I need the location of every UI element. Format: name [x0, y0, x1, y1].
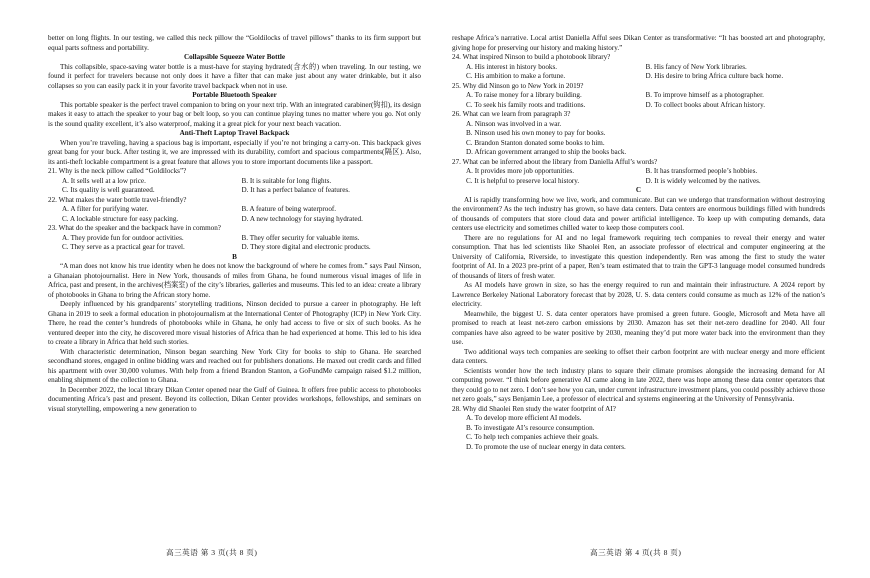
option-c: C. His ambition to make a fortune. [466, 72, 566, 80]
option-c: C. It is helpful to preserve local history. [466, 176, 580, 185]
option-b: B. Ninson used his own money to pay for books. [466, 129, 606, 137]
option-c: C. To seek his family roots and traditions. [466, 100, 586, 109]
passage-b-paragraph-1: “A man does not know his true identity when he does not know the background of where he comes from.” says Paul Ninson, a Ghanaian photojournalist. Here in New York, thousands of miles from Ghana, he found numerous visual images of life in Africa, past and present, in the archives(档案室) of the city’s libraries, galleries and museums. This led to an idea: create a library of photobooks in Ghana to bring the African story home. [48, 262, 421, 299]
passage-b-paragraph-4: In December 2022, the local library Dikan Center opened near the Gulf of Guinea. It offers free public access to photobooks documenting Africa’s past and present. Beyond its collection, Dikan Center provides workshops, fellowships, and seminars on visual storytelling, empowering a new generation to [48, 385, 421, 413]
option-d: D. His desire to bring Africa culture back home. [645, 72, 784, 80]
section-b-heading: B [232, 252, 237, 261]
option-a: A. A filter for purifying water. [62, 205, 149, 213]
question-stem: 25. Why did Ninson go to New York in 2019? [452, 81, 584, 90]
passage-b-paragraph-2: Deeply influenced by his grandparents’ storytelling traditions, Ninson decided to pursue a career in photography. He left Ghana in 2019 to seek a formal education in photojournalism at the International Center of Photography (ICP) in New York City. There, he read the center’s hundreds of photobooks while in Ghana, he only had access to five or six of such books. As he ventured deeper into the city, he discovered more visual histories of Africa than he had experienced at home. This led to his idea to create a library in Africa that held such stories. [48, 300, 421, 346]
option-b: B. To improve himself as a photographer. [645, 91, 764, 99]
option-d: D. African government arranged to ship the books back. [466, 148, 627, 156]
speaker-paragraph: This portable speaker is the perfect travel companion to bring on your next trip. With an integrated carabiner(钩扣), its design makes it easy to attach the speaker to your bag or belt loop, so you can continue playing tunes no matter where you go. Not only is the sound quality excellent, it’s also waterproof, making it a great pick for your next beach vacation. [48, 100, 421, 128]
speaker-heading: Portable Bluetooth Speaker [192, 91, 277, 99]
question-27 [452, 158, 825, 187]
option-a: A. To raise money for a library building. [466, 91, 582, 99]
option-b: B. To investigate AI’s resource consumption. [466, 423, 595, 432]
question-stem: 21. Why is the neck pillow called “Goldilocks”? [48, 167, 187, 175]
option-b: B. It has transformed people’s hobbies. [645, 167, 758, 175]
option-c: C. Brandon Stanton donated some books to him. [466, 138, 605, 147]
option-a: A. His interest in history books. [466, 62, 558, 71]
option-c: C. They serve as a practical gear for travel. [62, 243, 185, 251]
passage-c-paragraph-2: There are no regulations for AI and no legal framework requiring tech companies to reveal their energy and water consumption. That has led scientists like Shaolei Ren, an associate professor of electrical and computer engineering at the University of California, Riverside, to investigate this question independently. Ren was among the first to study the water footprint of AI. In a 2023 pre-print of a paper, Ren’s team estimated that to train the GPT-3 language model consumed hundreds of thousands of liters of fresh water. [452, 233, 825, 280]
right-page-column [452, 34, 825, 534]
passage-c-paragraph-5: Two additional ways tech companies are seeking to offset their carbon footprint are with nuclear energy and more efficient data centers. [452, 347, 825, 365]
option-d: D. It is widely welcomed by the natives. [645, 176, 761, 185]
question-25 [452, 82, 825, 111]
option-d: D. They store digital and electronic products. [241, 243, 371, 251]
option-d: D. It has a perfect balance of features. [241, 186, 350, 194]
option-d: D. To promote the use of nuclear energy in data centers. [466, 442, 626, 451]
passage-c-paragraph-3: As AI models have grown in size, so has the energy required to run and maintain their infrastructure. A 2024 report by Lawrence Berkeley National Laboratory forecast that by 2028, U. S. data centers could consume as much as 12% of the nation’s electricity. [452, 281, 825, 308]
option-b: B. It is suitable for long flights. [241, 176, 332, 185]
option-b: B. A feature of being waterproof. [241, 205, 337, 213]
right-page-footer: 高三英语 第 4 页(共 8 页) [590, 548, 682, 557]
left-page-footer: 高三英语 第 3 页(共 8 页) [166, 548, 258, 557]
bottle-paragraph: This collapsible, space-saving water bottle is a must-have for staying hydrated(含水的) when traveling. In our testing, we found it perfect for travelers because not only does it have a filter that can make just about any water drinkable, but it also collapses so you can easily pack it in your favorite travel backpack when not in use. [48, 62, 421, 90]
option-d: D. To collect books about African history. [645, 100, 765, 109]
question-stem: 26. What can we learn from paragraph 3? [452, 110, 571, 118]
question-stem: 27. What can be inferred about the library from Daniella Afful’s words? [452, 157, 658, 166]
option-c: C. Its quality is well guaranteed. [62, 186, 155, 194]
option-a: A. To develop more efficient AI models. [466, 414, 582, 422]
passage-c-paragraph-6: Scientists wonder how the tech industry plans to square their climate promises alongside the increasing demand for AI computing power. “I think before generative AI came along in late 2022, there was hope among these data center operators that they could go to net zero. I don’t see how you can, under current infrastructure investment plans, you could possibly achieve those net zero goals,” says Benjamin Lee, a professor of electrical and systems engineering at the University of Pennsylvania. [452, 366, 825, 403]
option-c: C. To help tech companies achieve their goals. [466, 433, 599, 441]
passage-b-tail: reshape Africa’s narrative. Local artist Daniella Afful sees Dikan Center as transformative: “It has boosted art and photography, giving hope for preserving our history and making history.” [452, 34, 825, 52]
question-23 [48, 224, 421, 253]
question-28 [452, 405, 825, 453]
pillow-paragraph-tail: better on long flights. In our testing, we called this neck pillow the “Goldilocks of travel pillows” thanks to its firm support but equal parts softness and portability. [48, 34, 421, 52]
question-22 [48, 196, 421, 225]
option-a: A. They provide fun for outdoor activities. [62, 233, 184, 242]
option-a: A. Ninson was involved in a war. [466, 119, 562, 128]
bottle-heading: Collapsible Squeeze Water Bottle [183, 53, 286, 61]
passage-c-paragraph-4: Meanwhile, the biggest U. S. data center operators have promised a green future. Google, Microsoft and Meta have all promised to reach at least net-zero carbon emissions by 2030. Amazon has set their net-zero deadline for 2040. All four companies have also agreed to be water positive by 2030, meaning they’d put more water back into the environment than they use. [452, 309, 825, 346]
option-a: A. It sells well at a low price. [62, 176, 146, 185]
passage-c-paragraph-1: AI is rapidly transforming how we live, work, and communicate. But can we undergo that transformation without destroying the environment? As the tech industry has grown, so have data centers. Data centers are enormous buildings filled with hundreds of thousands of computers that store cloud data and power artificial intelligence. To keep up with computing demands, data centers use electricity and sometimes chilled water to keep those computers cool. [452, 195, 825, 232]
question-21 [48, 167, 421, 196]
backpack-heading: Anti-Theft Laptop Travel Backpack [179, 129, 290, 137]
option-c: C. A lockable structure for easy packing. [62, 214, 179, 223]
question-stem: 23. What do the speaker and the backpack have in common? [48, 224, 221, 232]
option-b: B. His fancy of New York libraries. [645, 62, 747, 71]
section-c-heading: C [635, 186, 642, 194]
option-d: D. A new technology for staying hydrated. [241, 214, 363, 223]
question-24 [452, 53, 825, 82]
passage-b-paragraph-3: With characteristic determination, Ninson began searching New York City for books to ship to Ghana. He searched secondhand stores, engaged in online bidding wars and reached out for publishers donations. He maxed out credit cards and filled his apartment with over 30,000 volumes. With help from a friend Brandon Stanton, a GoFundMe campaign raised $1.2 million, enabling shipment of the collection to Ghana. [48, 347, 421, 384]
option-b: B. They offer security for valuable items. [241, 233, 360, 242]
question-stem: 28. Why did Shaolei Ren study the water footprint of AI? [452, 404, 616, 413]
question-stem: 22. What makes the water bottle travel-friendly? [48, 195, 187, 204]
option-a: A. It provides more job opportunities. [466, 167, 575, 175]
question-stem: 24. What inspired Ninson to build a photobook library? [452, 53, 611, 61]
question-26 [452, 110, 825, 158]
left-page-column [48, 34, 421, 534]
backpack-paragraph: When you’re traveling, having a spacious bag is important, especially if you’re not bringing a carry-on. This backpack gives great bang for your buck. After testing it, we are impressed with its durability, comfort and spacious compartments(隔区). Also, its anti-theft lockable compartment is a great feature that allows you to store important documents like a passport. [48, 138, 421, 166]
